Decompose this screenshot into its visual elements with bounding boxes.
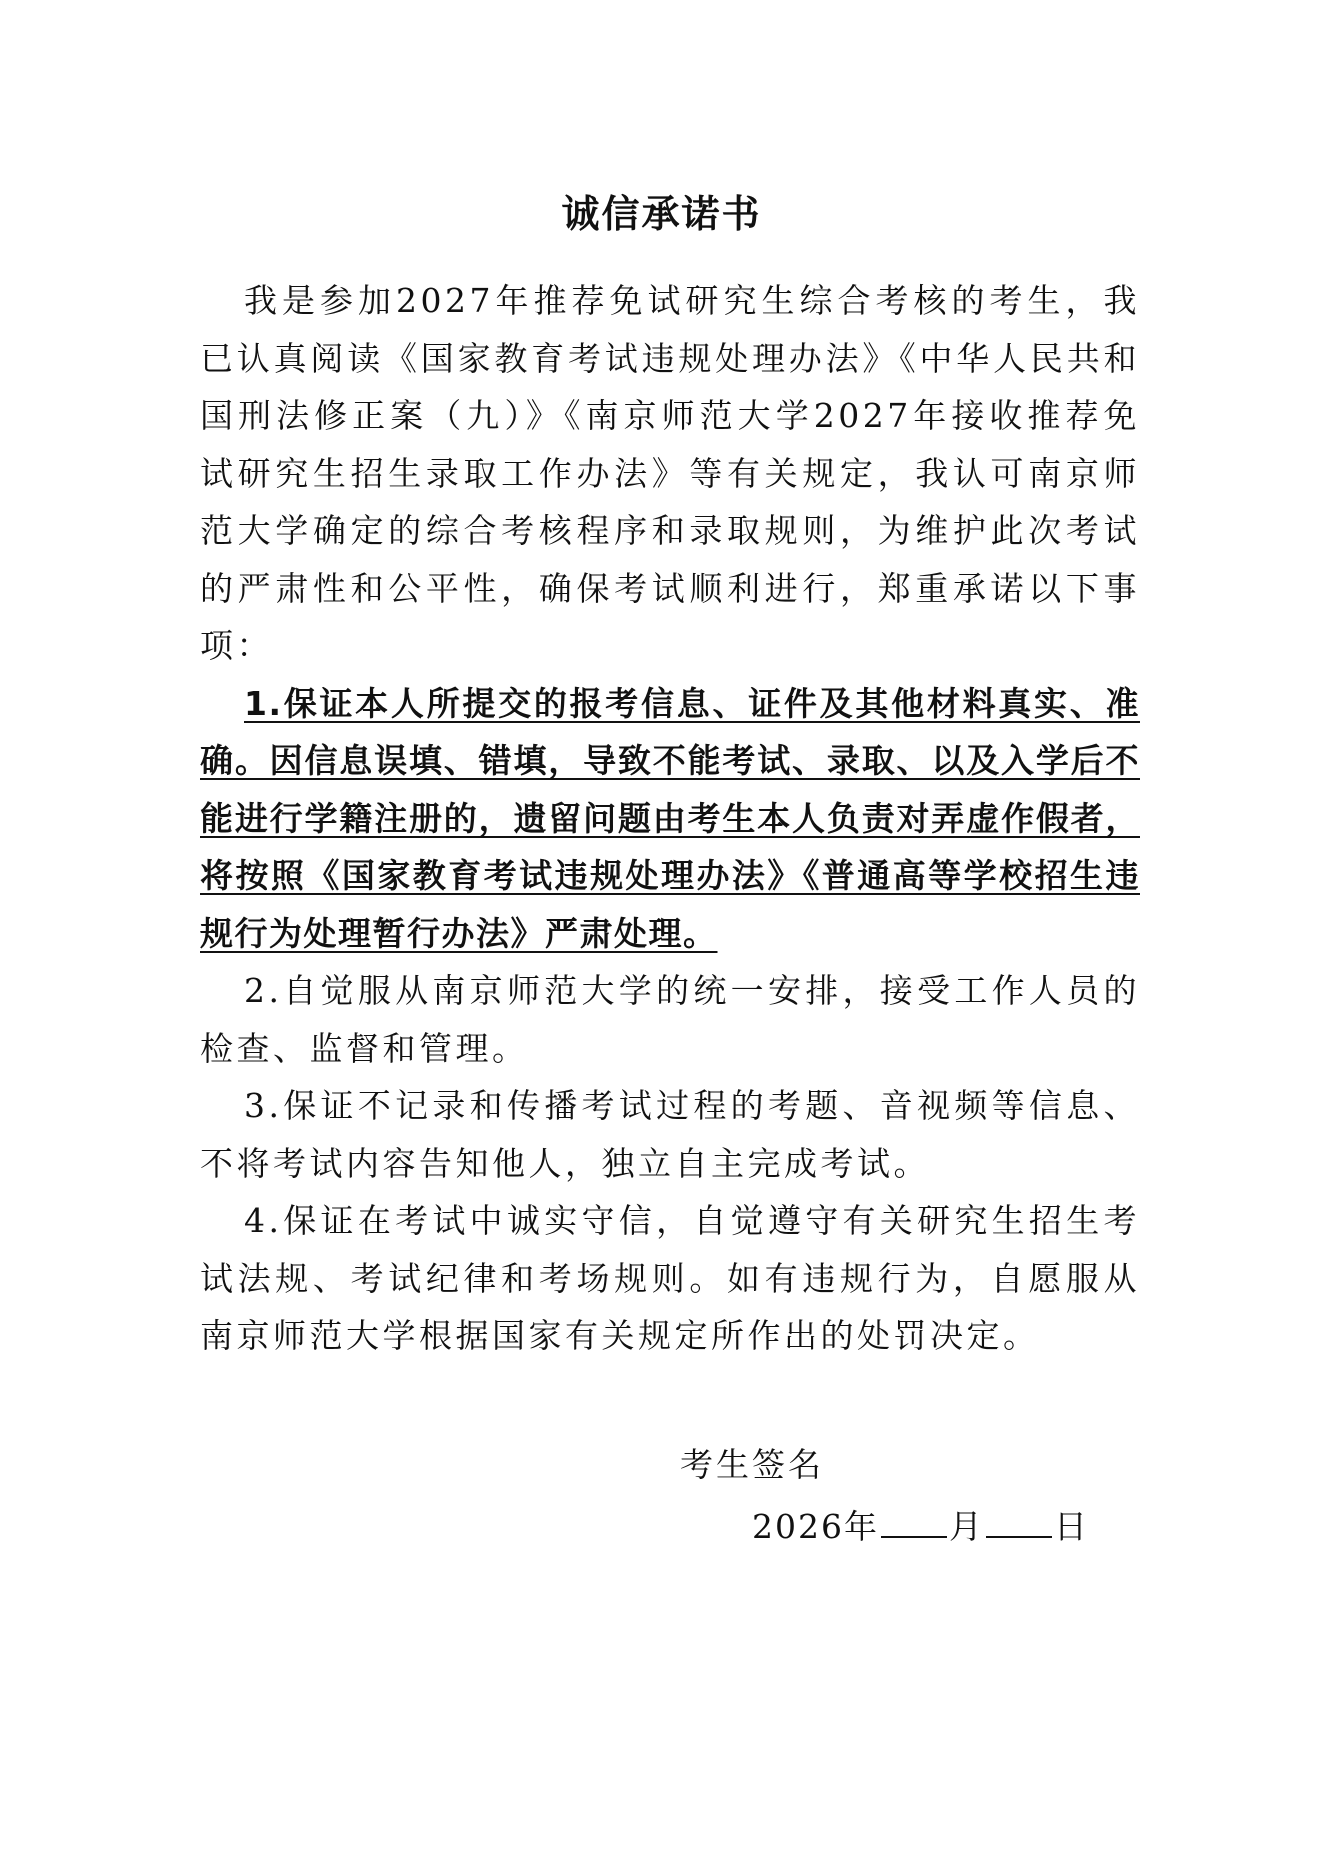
document-title: 诚信承诺书 — [561, 191, 762, 236]
date-day: 日 — [1053, 1507, 1089, 1546]
day-blank — [986, 1508, 1052, 1538]
date-year: 2026年 — [752, 1507, 879, 1546]
month-blank — [881, 1508, 947, 1538]
commitment-item-1 — [200, 675, 1140, 963]
date-line — [752, 1502, 1089, 1552]
date-month: 月 — [948, 1507, 984, 1546]
commitment-item-2: 2.自觉服从南京师范大学的统一安排，接受工作人员的检查、监督和管理。 — [200, 971, 1140, 1068]
commitment-item-3: 3.保证不记录和传播考试过程的考题、音视频等信息、不将考试内容告知他人，独立自主完成考试。 — [200, 1086, 1140, 1183]
signature-label: 考生签名 — [680, 1445, 824, 1484]
commitment-item-1-text: 1.保证本人所提交的报考信息、证件及其他材料真实、准确。因信息误填、错填，导致不能考试、录取、以及入学后不能进行学籍注册的，遗留问题由考生本人负责对弄虚作假者，将按照《国家教育考试违规处理办法》《普通高等学校招生违规行为处理暂行办法》严肃处理。 — [200, 683, 1140, 953]
intro-paragraph: 我是参加2027年推荐免试研究生综合考核的考生，我已认真阅读《国家教育考试违规处理办法》《中华人民共和国刑法修正案（九）》《南京师范大学2027年接收推荐免试研究生招生录取工作办法》等有关规定，我认可南京师范大学确定的综合考核程序和录取规则，为维护此次考试的严肃性和公平性，确保考试顺利进行，郑重承诺以下事项： — [200, 281, 1140, 665]
commitment-item-4: 4.保证在考试中诚实守信，自觉遵守有关研究生招生考试法规、考试纪律和考场规则。如有违规行为，自愿服从南京师范大学根据国家有关规定所作出的处罚决定。 — [200, 1201, 1140, 1355]
document-body — [200, 272, 1140, 1365]
